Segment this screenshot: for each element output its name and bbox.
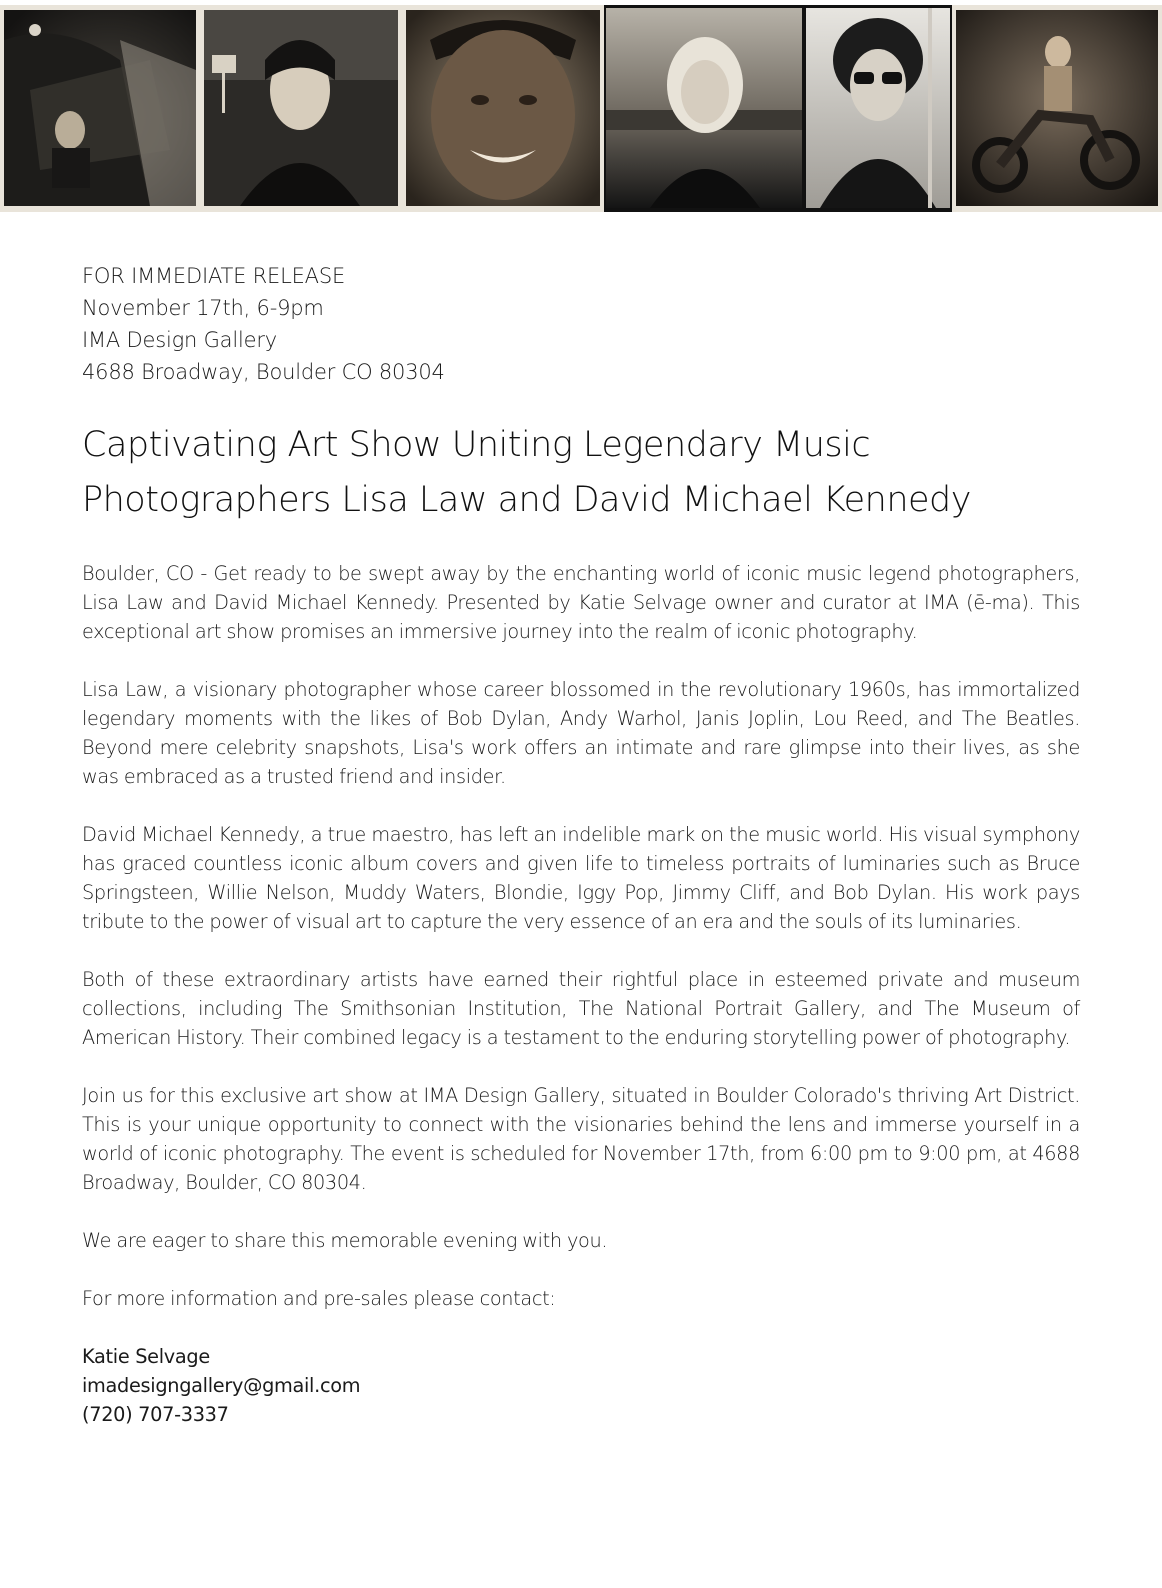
paragraph-lisa-law: Lisa Law, a visionary photographer whose career blossomed in the revolutionary 1960s, has immortalized legendary moments with the likes of Bob Dylan, Andy Warhol, Janis Joplin, Lou Reed, and The Beatles. Beyond mere celebrity snapshots, Lisa's work offers an intimate and rare glimpse into their lives, as she was embraced as a trusted friend and insider. (82, 678, 1080, 788)
headline-line-1: Captivating Art Show Uniting Legendary Music (82, 425, 871, 465)
release-label: FOR IMMEDIATE RELEASE (82, 264, 346, 288)
paragraph-invitation: Join us for this exclusive art show at IMA Design Gallery, situated in Boulder Colorado's thriving Art District. This is your unique opportunity to connect with the visionaries behind the lens and immerse yourself in a world of iconic photography. The event is scheduled for November 17th, from 6:00 pm to 9:00 pm, at 4688 Broadway, Boulder, CO 80304. (82, 1084, 1080, 1194)
photo-blonde-woman (604, 5, 804, 212)
contact-email[interactable]: imadesigngallery@gmail.com (82, 1374, 361, 1397)
photo-man-motorcycle (952, 5, 1162, 212)
photo-man-stop-sign (200, 5, 402, 212)
photo-man-in-car (0, 5, 200, 212)
paragraph-contact-intro: For more information and pre-sales please contact: (82, 1287, 556, 1310)
headline (82, 418, 1080, 528)
paragraph-intro: Boulder, CO - Get ready to be swept away by the enchanting world of iconic music legend photographers, Lisa Law and David Michael Kennedy. Presented by Katie Selvage owner and curator at IMA (ē-ma). This exceptional art show promises an immersive journey into the realm of iconic photography. (82, 562, 1080, 643)
contact-name: Katie Selvage (82, 1345, 210, 1368)
event-date: November 17th, 6-9pm (82, 296, 324, 320)
paragraph-david-michael-kennedy: David Michael Kennedy, a true maestro, has left an indelible mark on the music world. His visual symphony has graced countless iconic album covers and given life to timeless portraits of luminaries such as Bruce Springsteen, Willie Nelson, Muddy Waters, Blondie, Iggy Pop, Jimmy Cliff, and Bob Dylan. His work pays tribute to the power of visual art to capture the very essence of an era and the souls of its luminaries. (82, 823, 1080, 933)
contact-phone[interactable]: (720) 707-3337 (82, 1403, 229, 1426)
release-details (82, 260, 1080, 388)
photo-man-sunglasses (804, 5, 952, 212)
event-address: 4688 Broadway, Boulder CO 80304 (82, 360, 445, 384)
paragraph-eager: We are eager to share this memorable evening with you. (82, 1229, 608, 1252)
contact-details (82, 1342, 1080, 1429)
event-venue: IMA Design Gallery (82, 328, 277, 352)
paragraph-collections: Both of these extraordinary artists have earned their rightful place in esteemed private and museum collections, including The Smithsonian Institution, The National Portrait Gallery, and The Museum of American History. Their combined legacy is a testament to the enduring storytelling power of photography. (82, 968, 1080, 1049)
headline-line-2: Photographers Lisa Law and David Michael Kennedy (82, 480, 971, 520)
photo-smiling-man-hat (402, 5, 604, 212)
header-photo-strip (0, 0, 1162, 214)
press-release (82, 260, 1080, 1429)
body-text (82, 559, 1080, 1313)
